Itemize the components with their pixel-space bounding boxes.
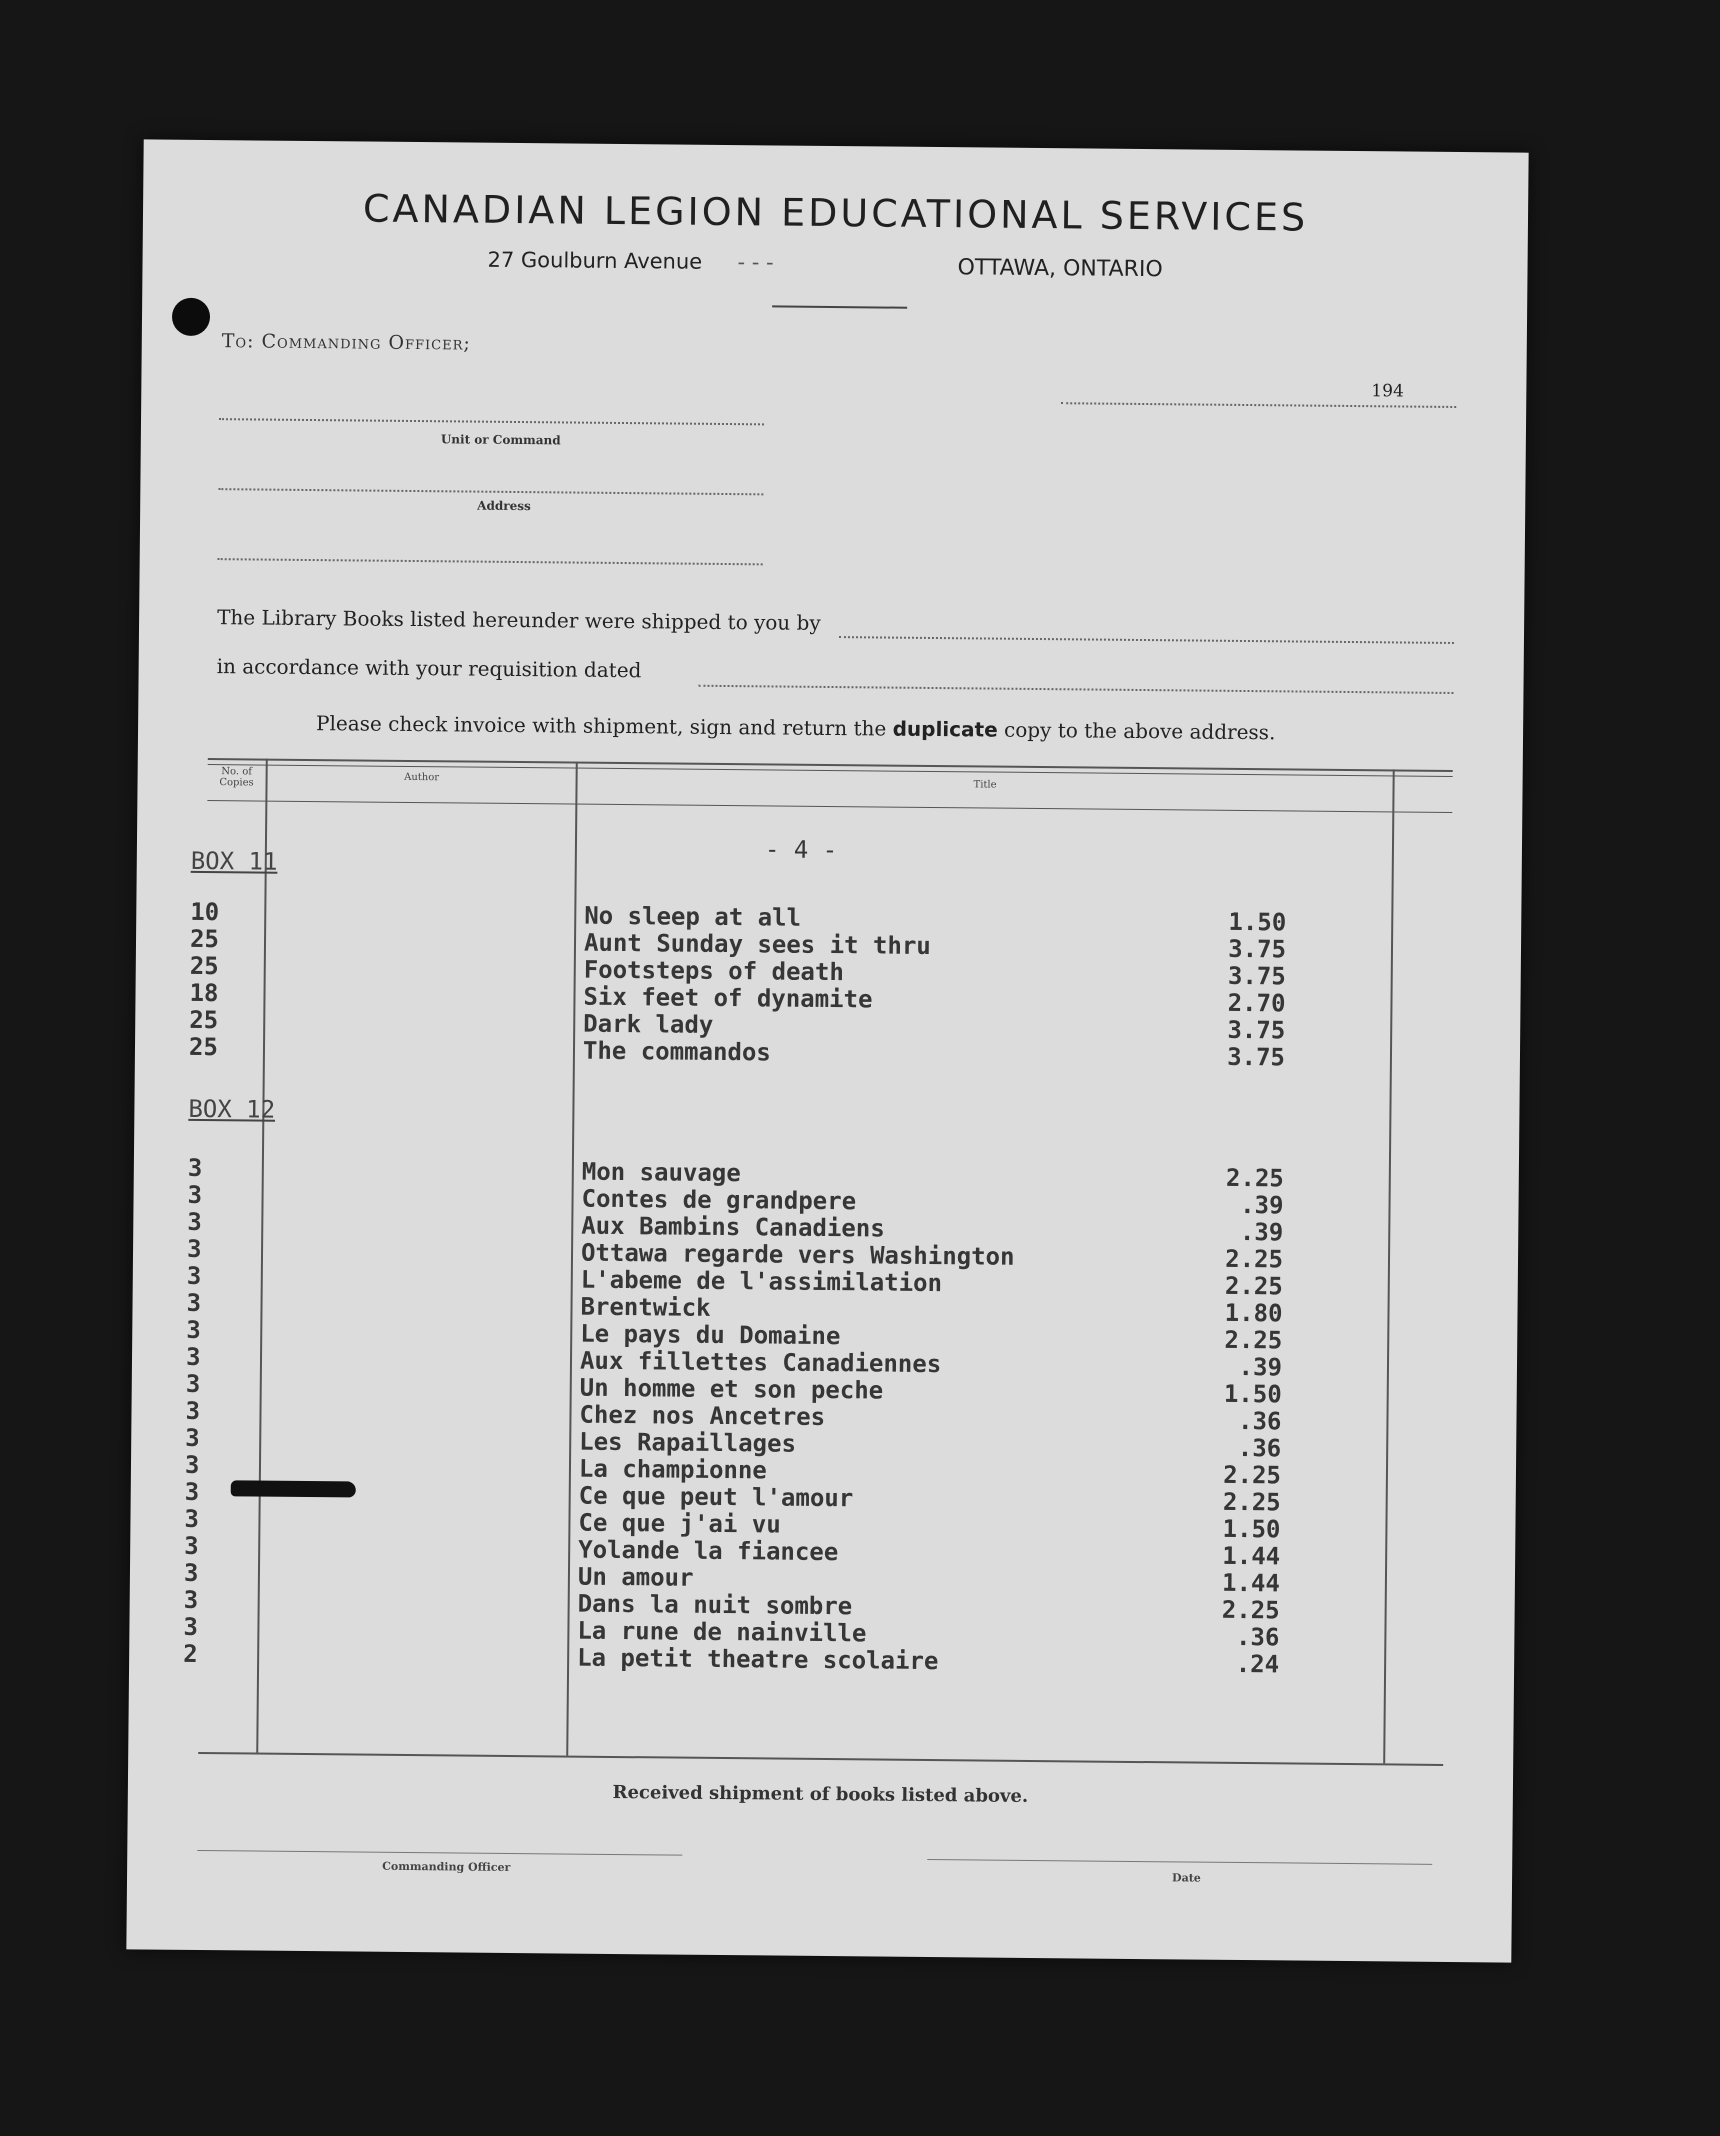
table-row: 3 Le pays du Domaine 2.25 [186,1315,1283,1355]
date-signature-line [927,1859,1432,1865]
address-label: Address [477,498,531,514]
header-rule [772,305,907,308]
table-row: 3 Aux fillettes Canadiennes .39 [185,1342,1283,1382]
ink-blot [231,1480,356,1497]
table-row: 3 La rune de nainville .36 [183,1612,1280,1652]
header-title: Title [973,779,997,791]
table-row: 3 Contes de grandpere .39 [187,1180,1284,1220]
header-separator: - - - [737,250,774,275]
organization-title: CANADIAN LEGION EDUCATIONAL SERVICES [362,186,1309,240]
page-number: - 4 - [764,835,838,865]
shipped-text: The Library Books listed hereunder were shipped to you by [217,605,821,635]
address-line [218,488,763,495]
table-row: 3 Ce que peut l'amour 2.25 [184,1477,1281,1517]
year-prefix: 194 [1371,381,1404,402]
punch-hole [172,298,210,336]
table-row: 3 Yolande la fiancee 1.44 [184,1531,1281,1571]
table-row: 25 Footsteps of death 3.75 [189,951,1286,991]
table-row: 18 Six feet of dynamite 2.70 [189,978,1286,1018]
table-row: 3 Mon sauvage 2.25 [187,1153,1284,1193]
date-signature-label: Date [1172,1871,1201,1885]
table-row: 3 Brentwick 1.80 [186,1288,1283,1328]
table-row: 2 La petit theatre scolaire .24 [183,1639,1280,1679]
received-statement: Received shipment of books listed above. [612,1781,1029,1807]
table-row: 3 Dans la nuit sombre 2.25 [183,1585,1280,1625]
header-copies: No. of Copies [219,766,254,789]
officer-signature-label: Commanding Officer [382,1859,511,1874]
officer-signature-line [197,1850,682,1856]
table-row: 3 Un amour 1.44 [183,1558,1281,1598]
invoice-sheet [126,139,1528,1962]
table-row: 25 The commandos 3.75 [188,1032,1286,1072]
date-line [1061,402,1456,408]
table-row: 3 L'abeme de l'assimilation 2.25 [186,1261,1283,1301]
table-row: 3 Un homme et son peche 1.50 [185,1369,1282,1409]
unit-line [219,418,764,425]
street-address: 27 Goulburn Avenue [487,247,703,274]
shipped-by-line [839,636,1454,644]
table-row: 25 Aunt Sunday sees it thru 3.75 [189,924,1287,964]
box-11-label: BOX 11 [190,846,278,876]
table-row: 3 Ce que j'ai vu 1.50 [184,1504,1281,1544]
table-row: 3 Chez nos Ancetres .36 [185,1396,1282,1436]
unit-label: Unit or Command [440,432,561,448]
table-row: 10 No sleep at all 1.50 [190,897,1287,937]
header-author: Author [404,771,440,784]
requisition-text: in accordance with your requisition dated [216,654,642,683]
table-header-rule [207,800,1452,813]
table-row: 3 Aux Bambins Canadiens .39 [187,1207,1284,1247]
table-bottom-rule [198,1752,1443,1766]
requisition-date-line [698,685,1453,694]
city-address: OTTAWA, ONTARIO [957,255,1163,283]
instruction-text: Please check invoice with shipment, sign and return the duplicate copy to the above address. [316,711,1276,745]
box-12-label: BOX 12 [188,1094,276,1124]
table-row: 3 Ottawa regarde vers Washington 2.25 [186,1234,1284,1274]
address-line-2 [218,558,763,565]
to-commanding-officer: To: Commanding Officer; [221,330,471,355]
table-row: 3 La championne 2.25 [184,1450,1282,1490]
table-row: 3 Les Rapaillages .36 [185,1423,1282,1463]
table-row: 25 Dark lady 3.75 [189,1005,1286,1045]
